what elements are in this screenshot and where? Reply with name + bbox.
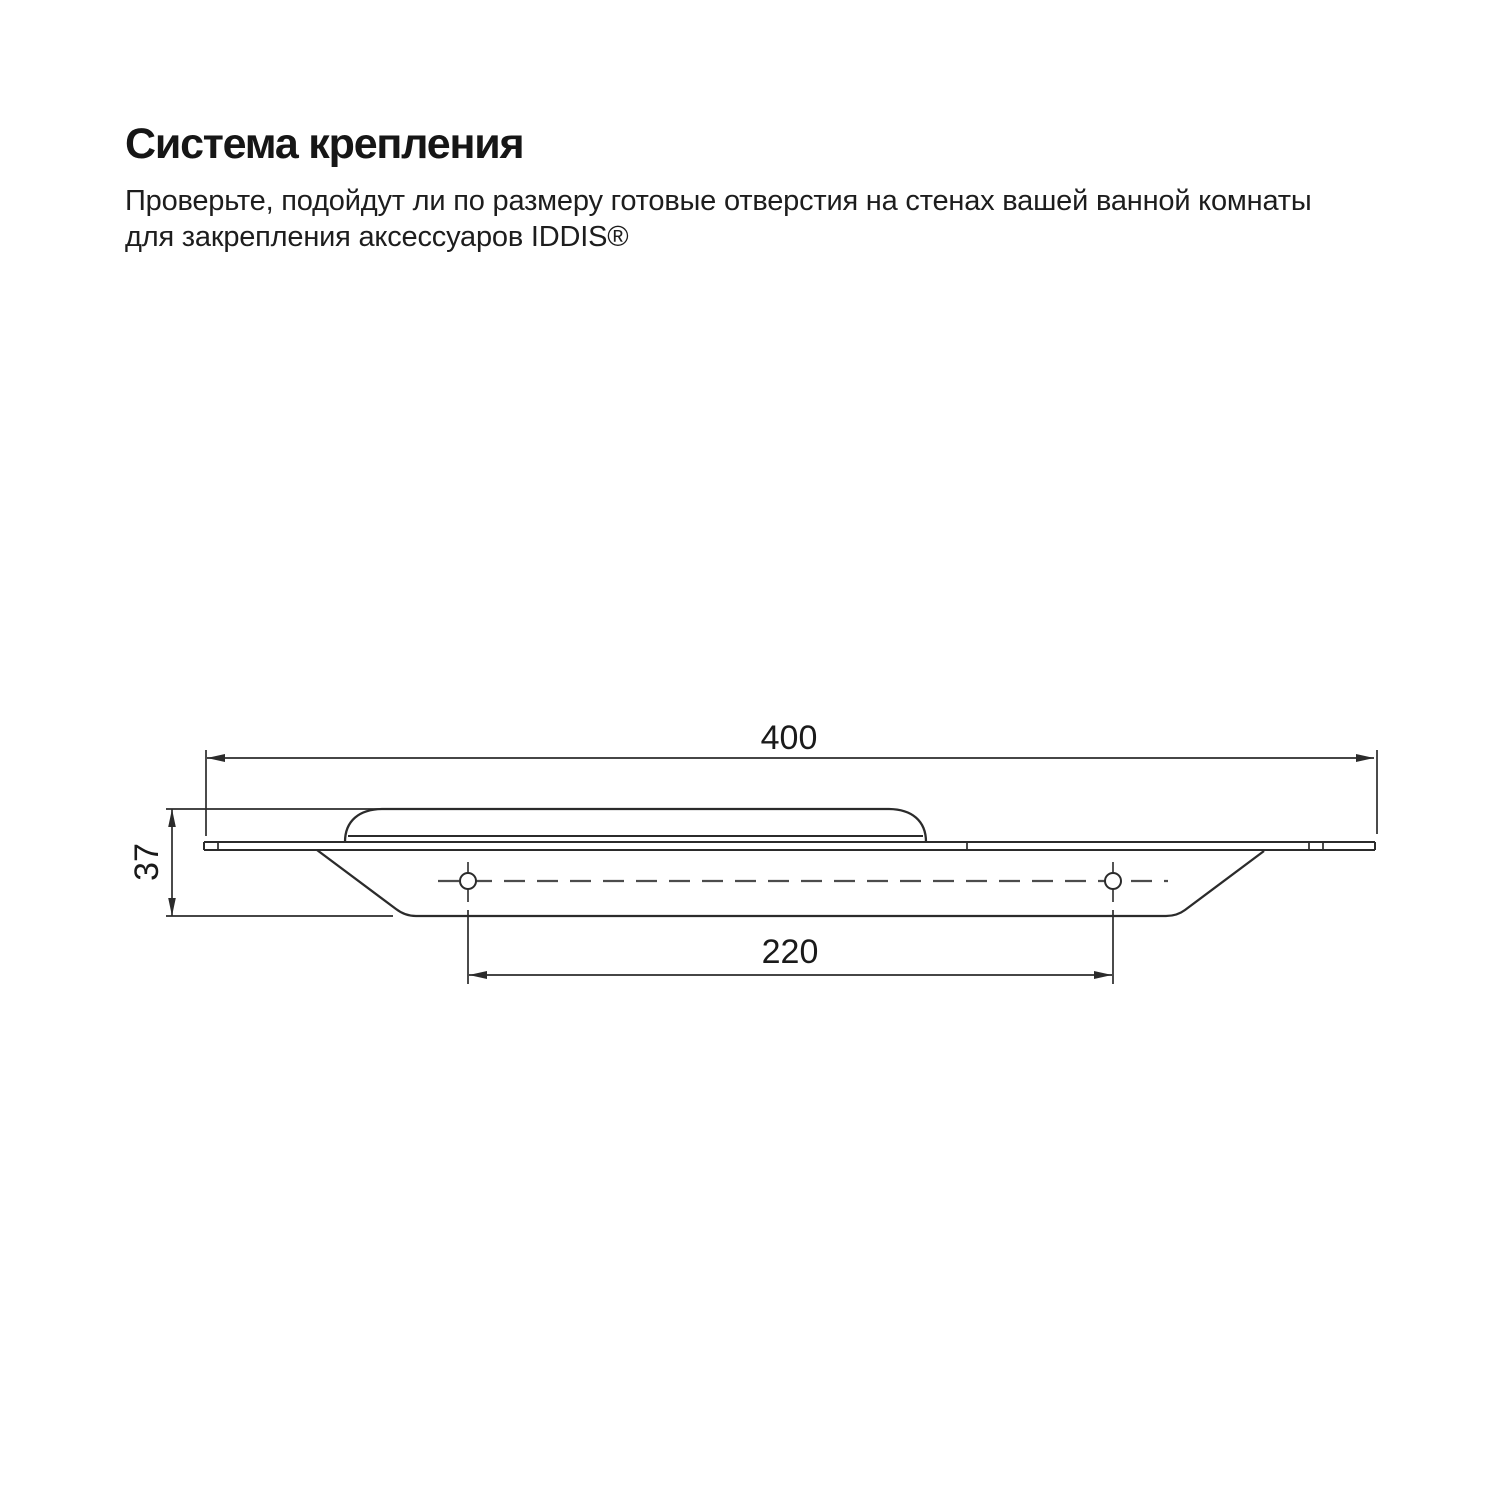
shelf-plate bbox=[204, 842, 1375, 850]
dimension-label-220: 220 bbox=[761, 933, 819, 971]
mounting-bracket-profile bbox=[317, 850, 1264, 916]
arrowhead-left bbox=[469, 971, 487, 979]
holder-top-profile bbox=[345, 809, 926, 842]
arrowhead-right bbox=[1094, 971, 1112, 979]
arrowhead-right bbox=[1356, 754, 1374, 762]
arrowhead-left bbox=[207, 754, 225, 762]
hole-centerline-group bbox=[438, 862, 1168, 902]
arrowhead-top bbox=[168, 809, 176, 827]
dimension-label-37: 37 bbox=[128, 843, 166, 881]
dimension-overall-height bbox=[128, 809, 393, 916]
dimension-label-400: 400 bbox=[760, 719, 818, 757]
right-screw-hole bbox=[1105, 873, 1121, 889]
holder-cap-outline bbox=[345, 809, 926, 842]
description-line-1: Проверьте, подойдут ли по размеру готовые отверстия на стенах вашей ванной комнаты bbox=[125, 185, 1312, 217]
dimension-overall-width bbox=[206, 719, 1377, 836]
description-line-2: для закрепления аксессуаров IDDIS® bbox=[125, 221, 629, 253]
arrowhead-bottom bbox=[168, 898, 176, 916]
left-screw-hole bbox=[460, 873, 476, 889]
dimension-hole-spacing bbox=[468, 910, 1113, 984]
bracket-outline bbox=[317, 850, 1264, 916]
page-title: Система крепления bbox=[125, 120, 524, 168]
